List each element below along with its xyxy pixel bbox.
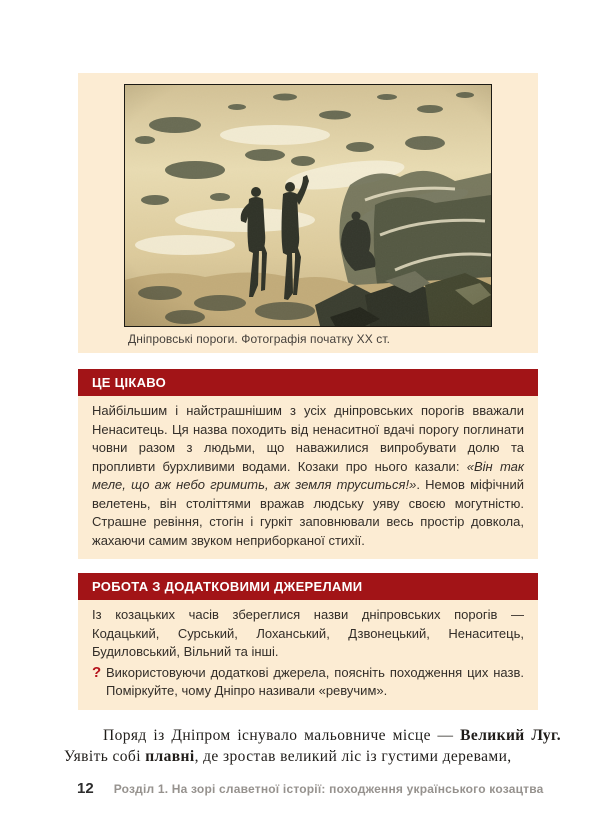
question-text: Використовуючи додаткові джерела, поясніть походження цих назв. Поміркуйте, чому Дніпро називали «ревучим». [106, 664, 524, 698]
question-row [92, 664, 524, 701]
photo-panel [78, 73, 538, 353]
page-footer [64, 780, 561, 797]
page-number: 12 [77, 779, 94, 797]
interesting-body [78, 396, 538, 559]
sources-intro: Із козацьких часів збереглися назви дніпровських порогів — Кодацький, Сурський, Лоханський, Дзвонецький, Ненаситець, Будиловський, Вільний та інші. [92, 607, 524, 659]
textbook-page [0, 73, 600, 836]
interesting-section [78, 369, 538, 559]
sources-body [78, 600, 538, 710]
sources-header-bar [78, 573, 538, 600]
interesting-header-bar [78, 369, 538, 396]
interesting-text: Найбільшим і найстрашнішим з усіх дніпровських порогів вважали Ненаситець. Ця назва походить від ненаситної вдачі порогу поглинати човни разом з людьми, що наважилися випробувати долю та пропливти бурхливими водами. Козаки про нього казали: «Він так меле, що аж небо гримить, аж земля труситься!». Немов міфічний велетень, він століттями вражав людську уяву своєю могутністю. Страшне ревіння, стогін і гуркіт заповнювали весь простір довкола, жахаючи самим звуком неприборканої стихії. [92, 403, 524, 548]
body-paragraph-text: Поряд із Дніпром існувало мальовниче місце — Великий Луг. Уявіть собі плавні, де зростав великий ліс із густими деревами, [64, 726, 561, 765]
chapter-title: Розділ 1. На зорі славетної історії: походження українського козацтва [113, 781, 544, 796]
sources-section [78, 573, 538, 710]
question-mark-icon: ? [92, 663, 102, 681]
body-paragraph [64, 725, 561, 768]
interesting-title: ЦЕ ЦІКАВО [92, 375, 167, 390]
dnipro-rapids-photo [125, 85, 491, 326]
photo-frame [124, 84, 492, 327]
sources-title: РОБОТА З ДОДАТКОВИМИ ДЖЕРЕЛАМИ [92, 579, 363, 594]
photo-caption: Дніпровські пороги. Фотографія початку XX ст. [128, 332, 391, 346]
